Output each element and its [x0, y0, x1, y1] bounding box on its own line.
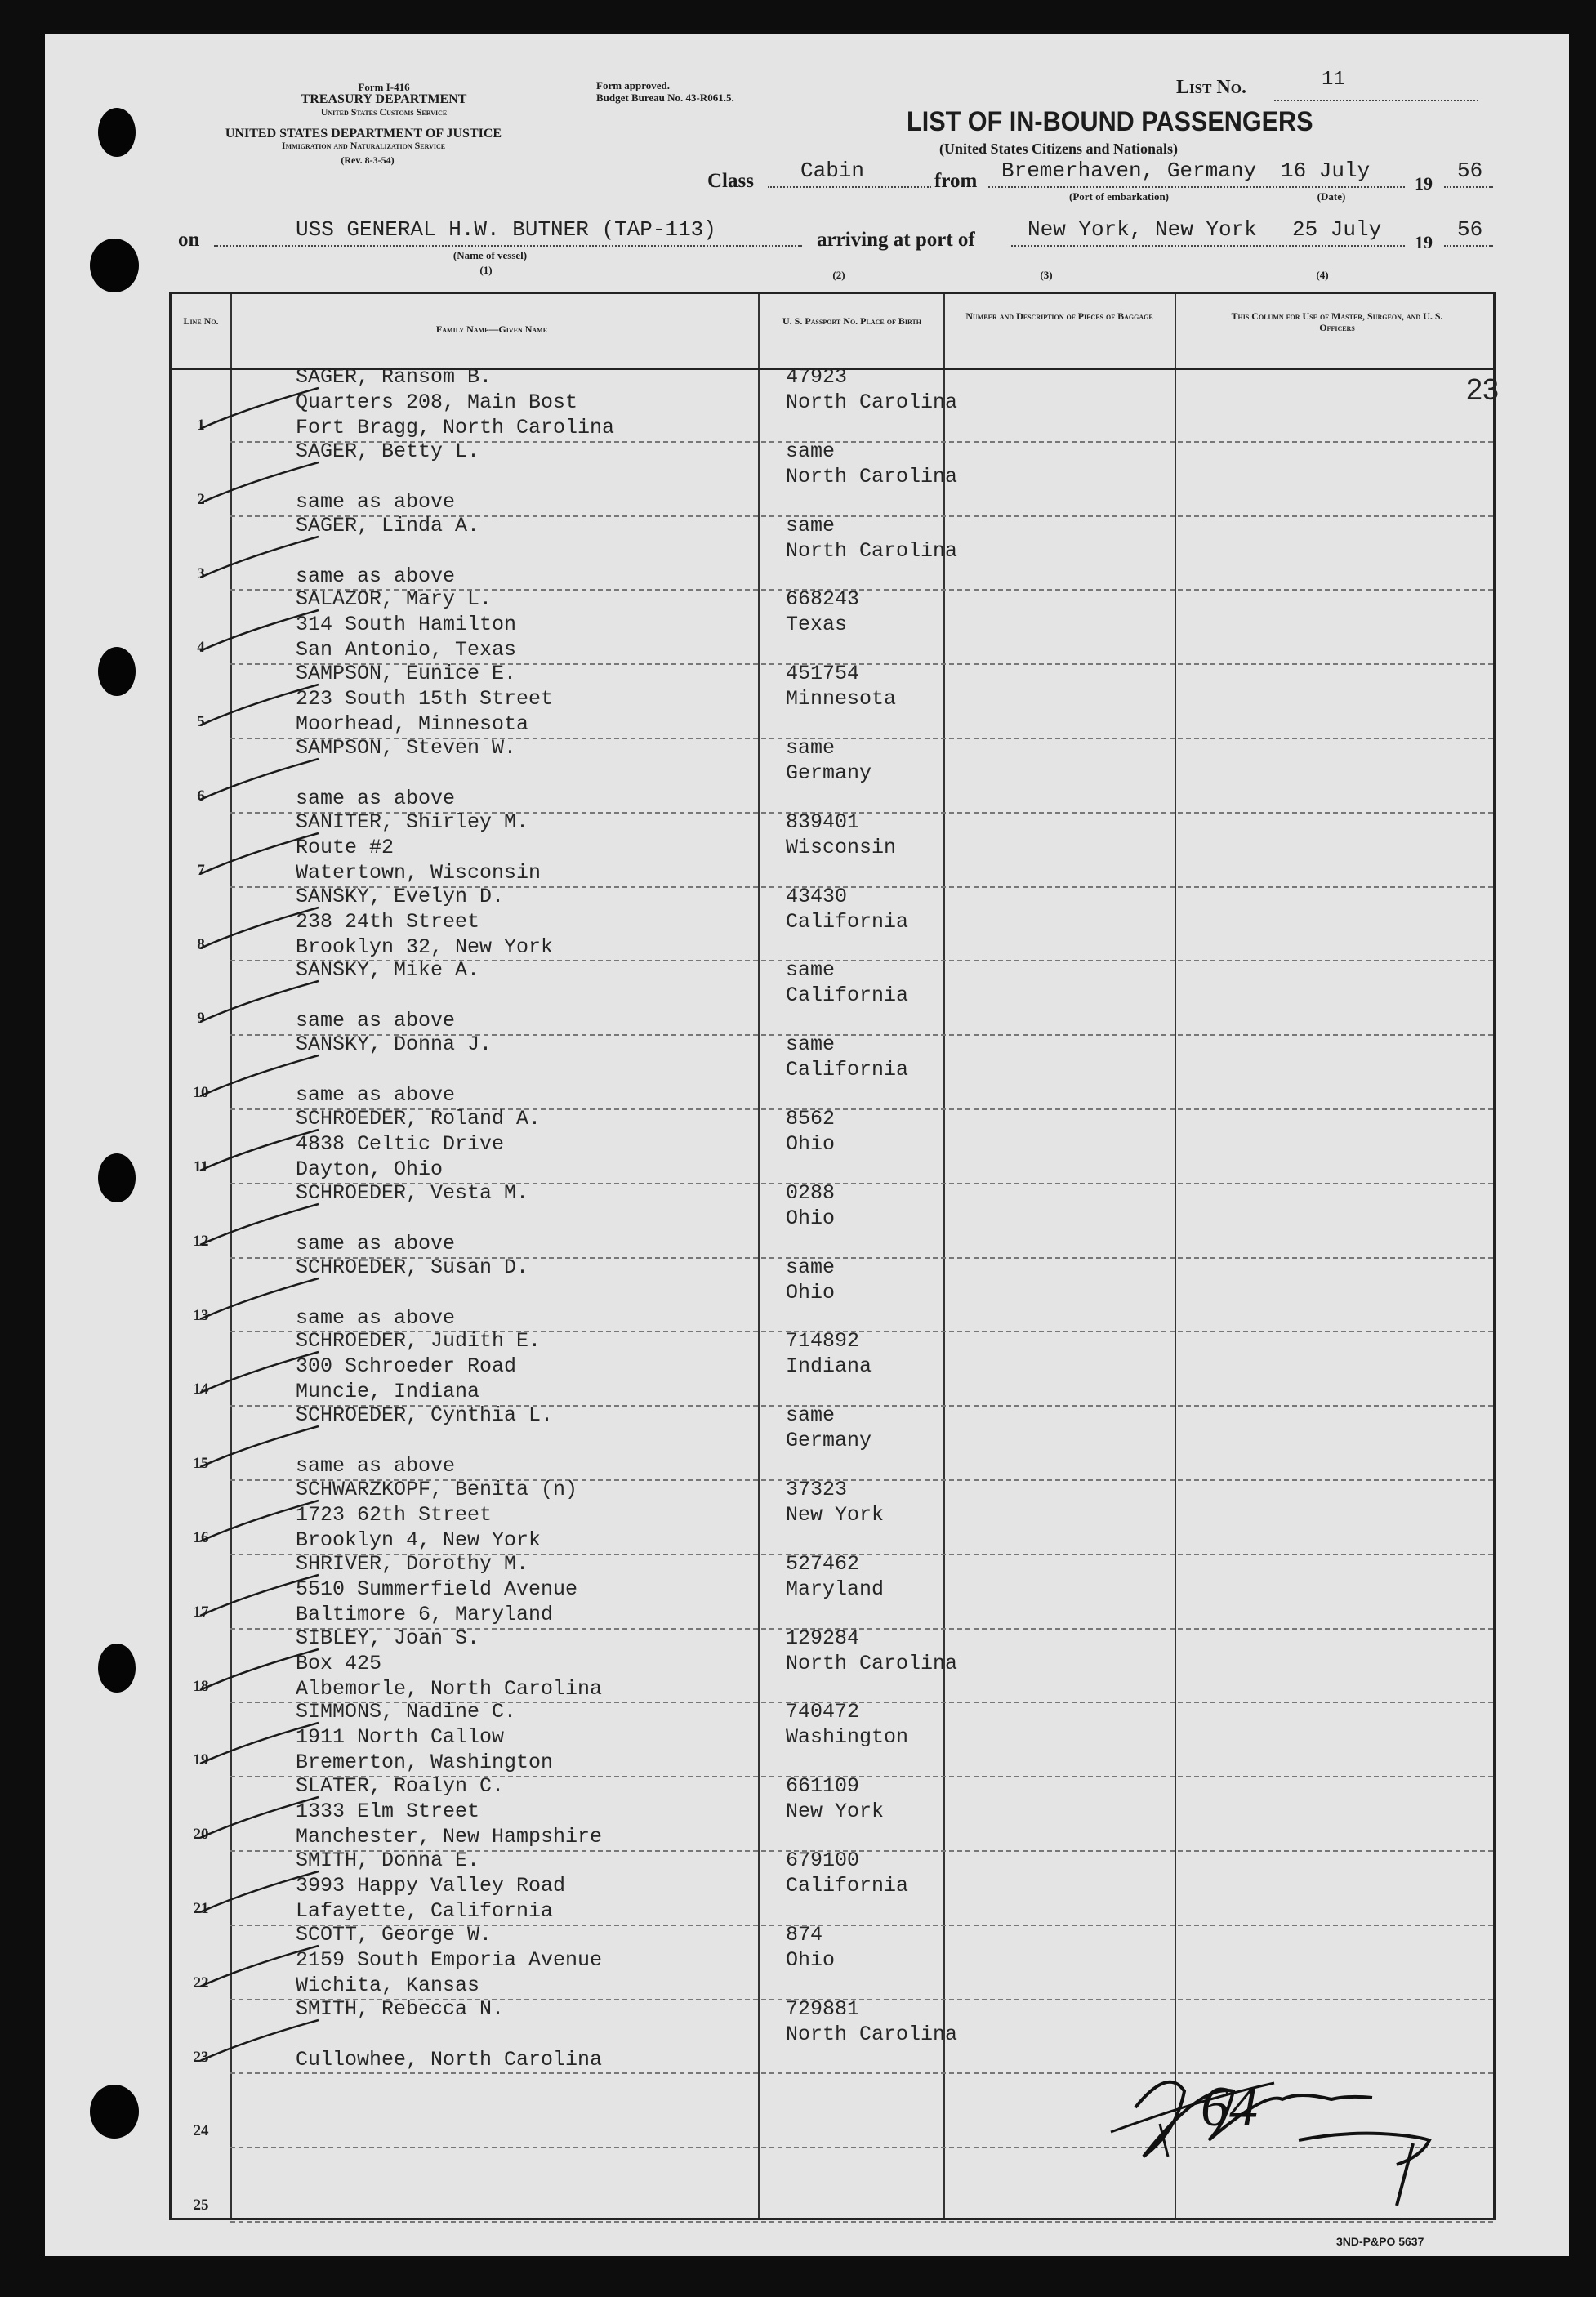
address-line-1: 223 South 15th Street — [296, 687, 554, 711]
address-line-2: Lafayette, California — [296, 1899, 554, 1923]
address-line-1: 1911 North Callow — [296, 1725, 505, 1750]
page-title: LIST OF IN-BOUND PASSENGERS — [907, 106, 1313, 137]
check-mark — [196, 1348, 327, 1397]
address-line-2: same as above — [296, 1305, 456, 1330]
address-line-1: 1723 62th Street — [296, 1503, 493, 1527]
passport-number: 740472 — [786, 1700, 860, 1724]
passenger-name: SCHROEDER, Vesta M. — [296, 1180, 529, 1205]
arrival-underline — [1011, 245, 1405, 247]
list-no-label: List No. — [1176, 77, 1246, 98]
address-line-1: Route #2 — [296, 835, 395, 859]
check-mark — [196, 1942, 327, 1991]
passport-number: 714892 — [786, 1329, 860, 1354]
passenger-name: SHRIVER, Dorothy M. — [296, 1551, 529, 1576]
address-line-2: same as above — [296, 1083, 456, 1108]
place-of-birth: Ohio — [786, 1206, 836, 1230]
passenger-name: SANITER, Shirley M. — [296, 810, 529, 834]
address-line-2: Baltimore 6, Maryland — [296, 1602, 554, 1626]
address-line-2: San Antonio, Texas — [296, 638, 517, 662]
check-mark — [196, 829, 327, 878]
check-mark — [196, 903, 327, 952]
passenger-name: SAGER, Betty L. — [296, 439, 480, 463]
table-row — [172, 810, 1493, 887]
line-number: 4 — [197, 639, 205, 657]
passenger-name: SAMPSON, Eunice E. — [296, 662, 517, 686]
line-number: 16 — [193, 1529, 209, 1546]
passport-number: same — [786, 1403, 836, 1428]
address-line-2: same as above — [296, 564, 456, 588]
header-baggage: Number and Description of Pieces of Baggage — [965, 310, 1153, 322]
address-line-2: Muncie, Indiana — [296, 1380, 480, 1404]
line-number: 1 — [197, 417, 205, 434]
check-mark — [196, 1274, 327, 1323]
table-row — [172, 1480, 1493, 1554]
place-of-birth: Ohio — [786, 1132, 836, 1156]
customs-service: United States Customs Service — [320, 106, 448, 118]
address-line-1: 2159 South Emporia Avenue — [296, 1947, 603, 1972]
arrival-year: 56 — [1457, 217, 1483, 242]
place-of-birth: Texas — [786, 613, 848, 637]
arrival-year-prefix: 19 — [1415, 232, 1433, 252]
port-of-embarkation: Bremerhaven, Germany — [1001, 158, 1257, 183]
line-number: 21 — [193, 1900, 209, 1917]
header-line-no: Line No. — [183, 315, 219, 327]
line-number: 23 — [193, 2048, 209, 2066]
check-mark — [196, 1422, 327, 1471]
class-underline — [768, 186, 931, 188]
list-no-underline — [1274, 100, 1478, 101]
passport-number: 679100 — [786, 1849, 860, 1872]
address-line-1: 238 24th Street — [296, 909, 480, 934]
passenger-name: SCHWARZKOPF, Benita (n) — [296, 1478, 578, 1501]
handwritten-number: 64 — [1201, 2076, 1258, 2139]
place-of-birth: Maryland — [786, 1577, 885, 1601]
place-of-birth: Wisconsin — [786, 835, 897, 859]
line-number: 15 — [193, 1455, 209, 1473]
passport-number: 451754 — [786, 662, 860, 686]
passenger-name: SLATER, Roalyn C. — [296, 1774, 505, 1799]
passport-number: same — [786, 958, 836, 983]
port-caption: (Port of embarkation) — [1068, 190, 1170, 203]
place-of-birth: North Carolina — [786, 2022, 958, 2046]
place-of-birth: Ohio — [786, 1947, 836, 1972]
address-line-2: Brooklyn 4, New York — [296, 1528, 542, 1552]
passenger-name: SMITH, Donna E. — [296, 1849, 480, 1872]
place-of-birth: North Carolina — [786, 464, 958, 488]
check-mark — [196, 1051, 327, 1100]
place-of-birth: Indiana — [786, 1354, 872, 1379]
address-line-2: Brooklyn 32, New York — [296, 934, 554, 959]
address-line-2: Bremerton, Washington — [296, 1751, 554, 1775]
col-num-3: (3) — [1040, 269, 1053, 281]
printer-mark: 3ND-P&PO 5637 — [1336, 2235, 1424, 2248]
revision: (Rev. 8-3-54) — [341, 154, 395, 166]
line-number: 19 — [193, 1751, 209, 1769]
address-line-2: Watertown, Wisconsin — [296, 860, 542, 885]
address-line-2: same as above — [296, 489, 456, 514]
table-header — [172, 294, 1493, 370]
check-mark — [196, 1719, 327, 1768]
passenger-name: SANSKY, Mike A. — [296, 958, 480, 983]
check-mark — [196, 977, 327, 1026]
address-line-2: Cullowhee, North Carolina — [296, 2047, 603, 2072]
header-officers: This Column for Use of Master, Surgeon, and U. S. Officers — [1231, 310, 1443, 334]
passenger-name: SCHROEDER, Susan D. — [296, 1255, 529, 1279]
address-line-1: 5510 Summerfield Avenue — [296, 1577, 578, 1601]
address-line-2: Fort Bragg, North Carolina — [296, 416, 615, 439]
passenger-name: SCHROEDER, Cynthia L. — [296, 1403, 554, 1428]
passport-number: same — [786, 1033, 836, 1057]
row-separator — [230, 2221, 1493, 2223]
arrival-port: New York, New York — [1028, 217, 1257, 242]
check-mark — [196, 1496, 327, 1545]
table-row — [172, 1551, 1493, 1629]
budget-bureau: Budget Bureau No. 43-R061.5. — [596, 91, 734, 104]
address-line-2: Dayton, Ohio — [296, 1157, 444, 1181]
address-line-1: 300 Schroeder Road — [296, 1354, 517, 1379]
address-line-2: same as above — [296, 1231, 456, 1256]
check-mark — [196, 1126, 327, 1175]
passport-number: 37323 — [786, 1478, 848, 1501]
class-value: Cabin — [800, 158, 865, 183]
treasury-department: TREASURY DEPARTMENT — [301, 92, 467, 106]
passenger-name: SCHROEDER, Roland A. — [296, 1107, 542, 1131]
table-row — [172, 1180, 1493, 1258]
address-line-2: same as above — [296, 1009, 456, 1033]
col-num-1: (1) — [479, 264, 493, 276]
table-row — [172, 513, 1493, 591]
place-of-birth: California — [786, 909, 909, 934]
passenger-name: SMITH, Rebecca N. — [296, 1996, 505, 2021]
address-line-1: 314 South Hamilton — [296, 613, 517, 637]
check-mark — [196, 2016, 327, 2065]
passenger-name: SCHROEDER, Judith E. — [296, 1329, 542, 1354]
arriving-label: arriving at port of — [817, 229, 975, 251]
address-line-1: 3993 Happy Valley Road — [296, 1874, 566, 1898]
address-line-2: Moorhead, Minnesota — [296, 712, 529, 737]
passport-number: 8562 — [786, 1107, 836, 1131]
line-number: 6 — [197, 787, 205, 805]
line-number: 8 — [197, 935, 205, 953]
table-row — [172, 1702, 1493, 1777]
departure-year: 56 — [1457, 158, 1483, 183]
header-passport: U. S. Passport No. Place of Birth — [782, 315, 921, 327]
line-number: 7 — [197, 861, 205, 879]
passenger-name: SAMPSON, Steven W. — [296, 736, 517, 760]
form-approved: Form approved. — [596, 79, 671, 91]
line-number: 20 — [193, 1826, 209, 1844]
table-row — [172, 1774, 1493, 1851]
address-line-2: same as above — [296, 1454, 456, 1479]
vessel-underline — [214, 245, 802, 247]
line-number: 14 — [193, 1380, 209, 1398]
check-mark — [196, 606, 327, 655]
passenger-name: SIMMONS, Nadine C. — [296, 1700, 517, 1724]
port-underline — [988, 186, 1405, 188]
place-of-birth: New York — [786, 1800, 885, 1824]
form-number: Form I-416 — [358, 81, 410, 93]
on-label: on — [178, 229, 200, 251]
check-mark — [196, 458, 327, 507]
passenger-name: SIBLEY, Joan S. — [296, 1626, 480, 1650]
handwritten-flourish — [1291, 2107, 1454, 2214]
passport-number: same — [786, 513, 836, 537]
address-line-1: 1333 Elm Street — [296, 1800, 480, 1824]
year-underline — [1444, 186, 1493, 188]
col-num-2: (2) — [832, 269, 845, 281]
col-num-4: (4) — [1316, 269, 1329, 281]
table-row — [172, 365, 1493, 442]
address-line-1: Box 425 — [296, 1651, 382, 1675]
arrival-date: 25 July — [1292, 217, 1382, 242]
table-row — [172, 958, 1493, 1035]
passport-number: 527462 — [786, 1551, 860, 1576]
departure-date: 16 July — [1281, 158, 1371, 183]
line-number: 2 — [197, 490, 205, 508]
line-number: 13 — [193, 1306, 209, 1324]
address-line-2: Manchester, New Hampshire — [296, 1825, 603, 1849]
check-mark — [196, 755, 327, 804]
table-row — [172, 1255, 1493, 1332]
binder-hole — [98, 1153, 136, 1202]
passport-number: 668243 — [786, 587, 860, 612]
binder-hole — [98, 108, 136, 157]
vessel-caption: (Name of vessel) — [452, 249, 528, 261]
check-mark — [196, 1571, 327, 1620]
place-of-birth: North Carolina — [786, 1651, 958, 1675]
passport-number: same — [786, 439, 836, 463]
binder-hole — [90, 2085, 139, 2139]
line-number: 10 — [193, 1084, 209, 1102]
place-of-birth: New York — [786, 1503, 885, 1527]
place-of-birth: North Carolina — [786, 390, 958, 414]
passport-number: same — [786, 736, 836, 760]
place-of-birth: California — [786, 1874, 909, 1898]
table-row — [172, 587, 1493, 664]
line-number: 24 — [193, 2122, 209, 2140]
address-line-2: Albemorle, North Carolina — [296, 1676, 603, 1701]
line-number: 12 — [193, 1232, 209, 1250]
address-line-2: Wichita, Kansas — [296, 1973, 480, 1997]
table-row — [172, 1922, 1493, 2000]
passport-number: 661109 — [786, 1774, 860, 1799]
place-of-birth: North Carolina — [786, 538, 958, 563]
place-of-birth: Germany — [786, 761, 872, 785]
line-number: 9 — [197, 1010, 205, 1028]
passenger-name: SALAZOR, Mary L. — [296, 587, 493, 612]
place-of-birth: Washington — [786, 1725, 909, 1750]
table-row — [172, 1035, 1493, 1109]
margin-note: 23 — [1466, 372, 1500, 406]
check-mark — [196, 1793, 327, 1842]
table-row — [172, 1331, 1493, 1406]
passport-number: 47923 — [786, 365, 848, 389]
check-mark — [196, 384, 327, 433]
line-number: 25 — [193, 2197, 209, 2214]
passport-number: 43430 — [786, 884, 848, 908]
check-mark — [196, 1645, 327, 1694]
line-number: 18 — [193, 1677, 209, 1695]
passport-number: 874 — [786, 1922, 823, 1947]
passenger-name: SANSKY, Donna J. — [296, 1033, 493, 1057]
passenger-name: SCOTT, George W. — [296, 1922, 493, 1947]
line-number: 5 — [197, 713, 205, 731]
passenger-table — [169, 292, 1496, 2220]
class-label: Class — [707, 170, 754, 192]
line-number: 11 — [194, 1158, 208, 1175]
line-number: 22 — [193, 1974, 209, 1991]
address-line-1: Quarters 208, Main Bost — [296, 390, 578, 414]
binder-hole — [90, 239, 139, 292]
passenger-name: SANSKY, Evelyn D. — [296, 884, 505, 908]
table-row — [172, 884, 1493, 961]
arrival-year-underline — [1444, 245, 1493, 247]
check-mark — [196, 1867, 327, 1916]
address-line-2: same as above — [296, 787, 456, 810]
passport-number: 129284 — [786, 1626, 860, 1650]
passport-number: 0288 — [786, 1180, 836, 1205]
passenger-name: SAGER, Linda A. — [296, 513, 480, 537]
binder-hole — [98, 647, 136, 696]
place-of-birth: Germany — [786, 1429, 872, 1453]
passport-number: same — [786, 1255, 836, 1279]
passport-number: 729881 — [786, 1996, 860, 2021]
passport-number: 839401 — [786, 810, 860, 834]
place-of-birth: California — [786, 1058, 909, 1082]
place-of-birth: California — [786, 983, 909, 1008]
table-row — [172, 738, 1493, 813]
table-row — [172, 1109, 1493, 1184]
passenger-name: SAGER, Ransom B. — [296, 365, 493, 389]
check-mark — [196, 680, 327, 729]
table-row — [172, 664, 1493, 738]
header-name: Family Name—Given Name — [435, 323, 548, 335]
table-row — [172, 1403, 1493, 1480]
vessel-name: USS GENERAL H.W. BUTNER (TAP-113) — [296, 217, 716, 242]
place-of-birth: Ohio — [786, 1280, 836, 1305]
line-number: 3 — [197, 564, 205, 582]
address-line-1: 4838 Celtic Drive — [296, 1132, 505, 1156]
check-mark — [196, 1200, 327, 1249]
list-no-value: 11 — [1322, 69, 1345, 91]
table-row — [172, 439, 1493, 516]
date-caption: (Date) — [1317, 190, 1346, 203]
from-label: from — [934, 170, 978, 192]
place-of-birth: Minnesota — [786, 687, 897, 711]
line-number: 17 — [193, 1603, 209, 1621]
justice-department: UNITED STATES DEPARTMENT OF JUSTICE — [225, 127, 502, 140]
page-subtitle: (United States Citizens and Nationals) — [939, 140, 1179, 157]
immigration-service: Immigration and Naturalization Service — [281, 140, 446, 151]
binder-hole — [98, 1644, 136, 1693]
check-mark — [196, 533, 327, 582]
table-row — [172, 1851, 1493, 1925]
table-row — [172, 1626, 1493, 1703]
year-prefix: 19 — [1415, 173, 1433, 194]
